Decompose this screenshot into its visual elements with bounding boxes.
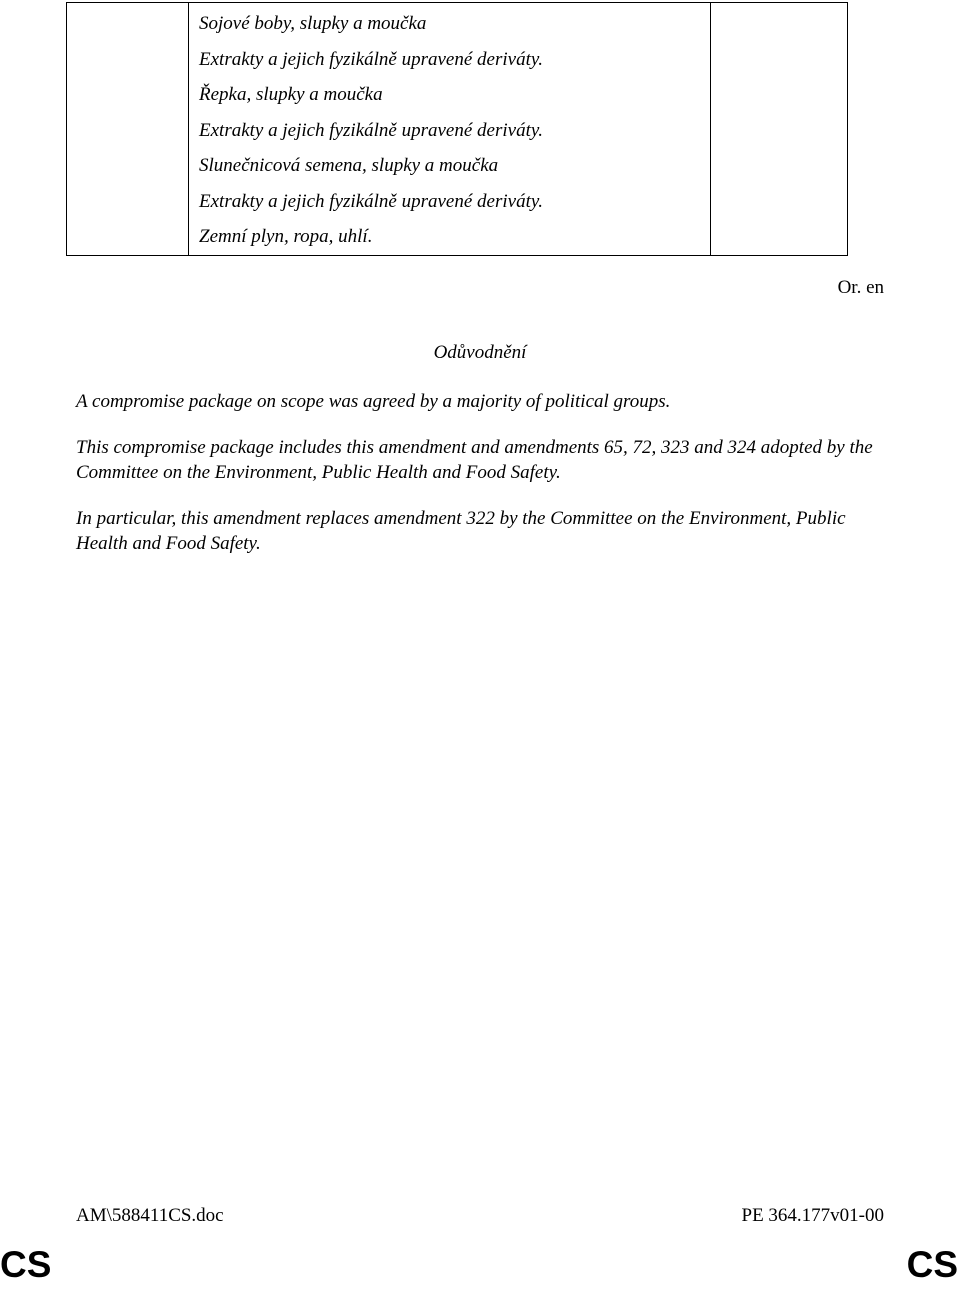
table-cell-left <box>67 3 189 256</box>
amendment-table <box>66 2 848 256</box>
justification-heading: Odůvodnění <box>433 342 527 363</box>
language-code-left: CS <box>0 1244 52 1285</box>
table-line-2: Extrakty a jejich fyzikálně upravené deriváty. <box>199 48 543 70</box>
justification-paragraph-1: A compromise package on scope was agreed by a majority of political groups. <box>76 391 671 412</box>
table-line-3: Řepka, slupky a moučka <box>199 84 383 105</box>
table-line-5: Slunečnicová semena, slupky a moučka <box>199 155 499 176</box>
language-code-right: CS <box>906 1244 958 1285</box>
justification-paragraph-2: This compromise package includes this amendment and amendments 65, 72, 323 and 324 adopted by the Committee on the Environment, Public Health and Food Safety. <box>76 437 873 483</box>
footer-document-reference: AM\588411CS.doc <box>76 1205 224 1226</box>
table-row <box>67 3 848 256</box>
table-cell-right <box>711 3 848 256</box>
table-line-7: Zemní plyn, ropa, uhlí. <box>199 226 373 247</box>
footer-pe-reference: PE 364.177v01-00 <box>741 1205 884 1226</box>
table-line-4: Extrakty a jejich fyzikálně upravené deriváty. <box>199 119 543 141</box>
original-language-note: Or. en <box>837 277 884 298</box>
table-line-6: Extrakty a jejich fyzikálně upravené deriváty. <box>199 190 543 212</box>
table-cell-text <box>189 3 711 256</box>
table-line-1: Sojové boby, slupky a moučka <box>199 13 427 34</box>
justification-paragraph-3: In particular, this amendment replaces amendment 322 by the Committee on the Environment, Public Health and Food Safety. <box>76 508 846 554</box>
